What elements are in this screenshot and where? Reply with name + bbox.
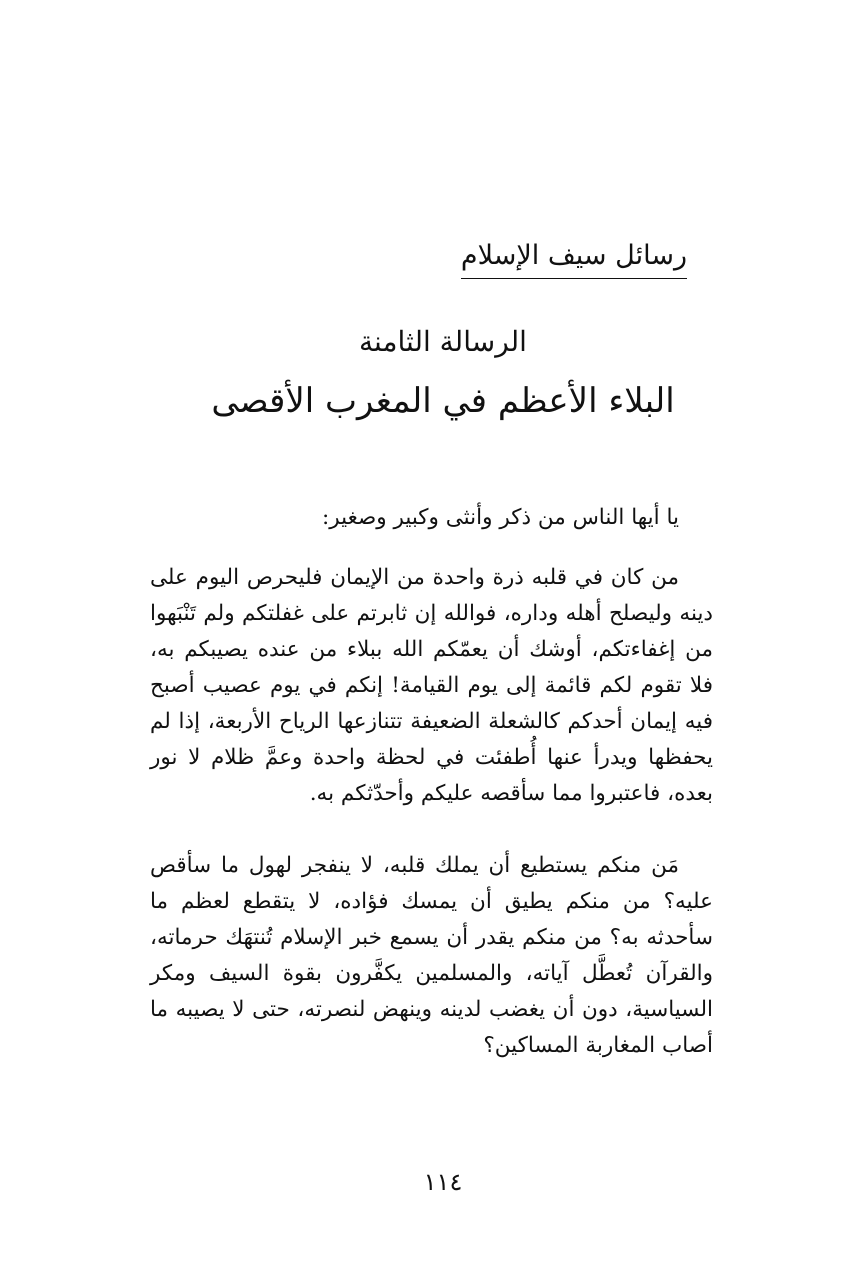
body-paragraph-2-block [150, 560, 713, 812]
chapter-title: البلاء الأعظم في المغرب الأقصى [211, 381, 675, 421]
body-paragraph-1-block [150, 500, 713, 536]
body-paragraph: مَن منكم يستطيع أن يملك قلبه، لا ينفجر لهول ما سأقص عليه؟ من منكم يطيق أن يمسك فؤاده، لا يتقطع لعظم ما سأحدثه به؟ من منكم يقدر أن يسمع خبر الإسلام تُنتهَك حرماته، والقرآن تُعطَّل آياته، والمسلمين يكفَّرون بقوة السيف ومكر السياسية، دون أن يغضب لدينه وينهض لنصرته، حتى لا يصيبه ما أصاب المغاربة المساكين؟ [150, 853, 713, 1058]
running-header: رسائل سيف الإسلام [461, 236, 687, 279]
body-paragraph-3-block [150, 848, 713, 1064]
page-number: ١١٤ [423, 1168, 463, 1196]
chapter-label: الرسالة الثامنة [359, 325, 527, 358]
body-paragraph: من كان في قلبه ذرة واحدة من الإيمان فليحرص اليوم على دينه وليصلح أهله وداره، فوالله إن ثابرتم على غفلتكم ولم تَنْبَهوا من إغفاءتكم، أوشك أن يعمّكم الله ببلاء من عنده يصيبكم به، فلا تقوم لكم قائمة إلى يوم القيامة! إنكم في يوم عصيب أصبح فيه إيمان أحدكم كالشعلة الضعيفة تتنازعها الرياح الأربعة، إذا لم يحفظها ويدرأ عنها أُطفئت في لحظة واحدة وعمَّ ظلام لا نور بعده، فاعتبروا مما سأقصه عليكم وأحدّثكم به. [150, 565, 713, 806]
body-paragraph: يا أيها الناس من ذكر وأنثى وكبير وصغير: [322, 505, 679, 530]
